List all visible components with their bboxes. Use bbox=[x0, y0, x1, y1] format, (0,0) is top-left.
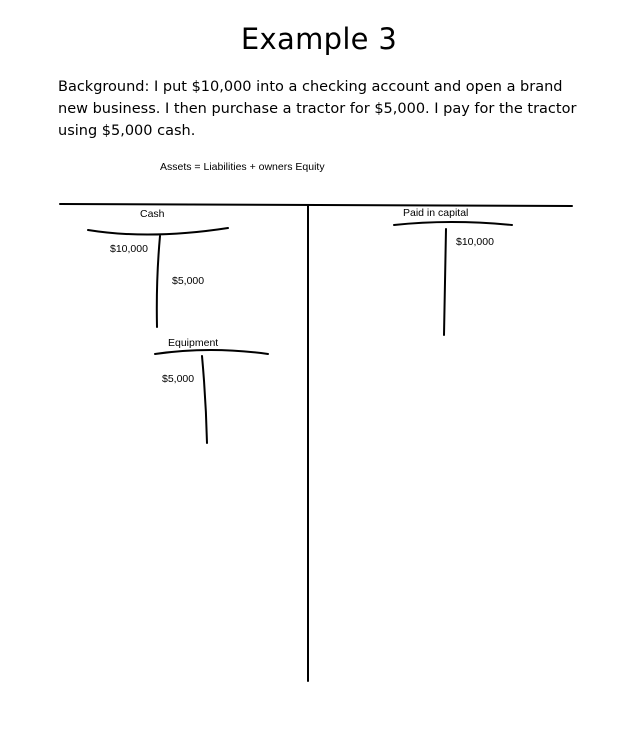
paid-in-capital-account-title: Paid in capital bbox=[403, 207, 469, 219]
equipment-account-title: Equipment bbox=[168, 337, 219, 349]
equipment-debit-value: $5,000 bbox=[162, 373, 195, 385]
main-horizontal-line bbox=[60, 204, 572, 206]
page-title: Example 3 bbox=[240, 22, 398, 56]
cash-account-title: Cash bbox=[140, 208, 165, 220]
cash-debit-value: $10,000 bbox=[110, 243, 148, 255]
cash-t-horizontal bbox=[88, 228, 228, 235]
paid-in-capital-t-horizontal bbox=[394, 222, 512, 225]
background-text: Background: I put $10,000 into a checking account and open a brand new business. I then purchase a tractor for $5,000. I pay for the tractor using $5,000 cash. bbox=[58, 79, 577, 139]
accounting-equation: Assets = Liabilities + owners Equity bbox=[160, 161, 325, 173]
equipment-t-horizontal bbox=[155, 350, 268, 354]
paid-in-capital-credit-value: $10,000 bbox=[456, 236, 494, 248]
cash-t-vertical bbox=[157, 236, 160, 327]
paid-in-capital-t-vertical bbox=[444, 229, 446, 335]
cash-credit-value: $5,000 bbox=[172, 275, 205, 287]
equipment-t-vertical bbox=[202, 356, 207, 443]
